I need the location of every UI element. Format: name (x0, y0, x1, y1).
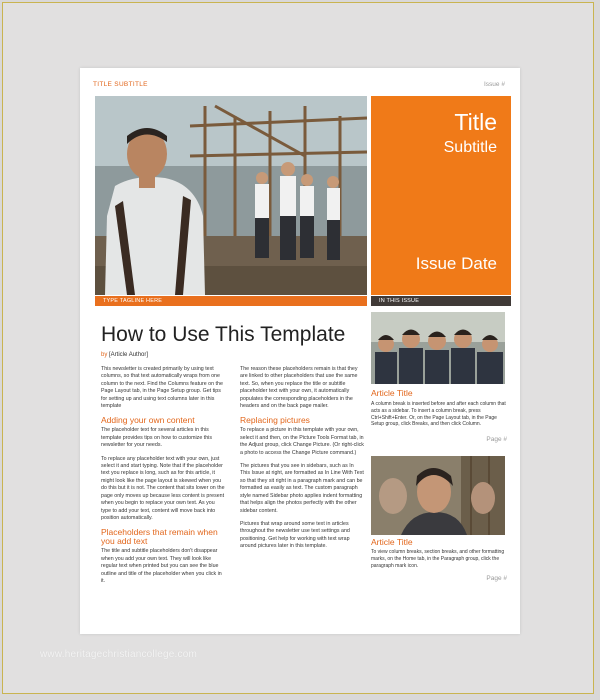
col1-heading-2: Placeholders that remain when you add text (101, 527, 218, 547)
sidebar-article-body-1: A column break is inserted before and after each column that acts as a sidebar. To insert a column break, press Ctrl+Shift+Enter. Or, on the Page Layout tab, in the Page Setup group, click Breaks, and then click Column. (371, 401, 506, 428)
article-title: How to Use This Template (101, 323, 346, 346)
masthead-title: Title (454, 109, 497, 135)
col1-heading-1: Adding your own content (101, 415, 195, 426)
masthead-panel (371, 96, 511, 295)
col2-paragraph-4: Pictures that wrap around some text in articles throughout the newsletter use text settings and positioning. Get help for working with text wrap around pictures later in this template. (240, 520, 350, 550)
in-this-issue-bar: IN THIS ISSUE (371, 296, 511, 306)
col2-paragraph-2: To replace a picture in this template with your own, select it and then, on the Picture Tools Format tab, in the Adjust group, click Change Picture. (Or right-click a photo to access the Change Picture command.) (240, 427, 364, 456)
article-column-1 (101, 366, 225, 591)
sidebar-page-number-1: Page # (486, 436, 507, 443)
col2-heading-1: Replacing pictures (240, 415, 310, 426)
sidebar-article-title-1: Article Title (371, 388, 413, 398)
sidebar-photo-portrait (371, 456, 505, 535)
sidebar-article-title-2: Article Title (371, 537, 413, 547)
hero-photo (95, 96, 367, 295)
byline-author: [Article Author] (109, 352, 149, 358)
col1-paragraph-4: The title and subtitle placeholders don't disappear when you add your own text. They will look like regular text when printed but you can see the blue outline and title of the placeholder when you click in it. (101, 548, 222, 584)
article-column-2 (240, 366, 364, 557)
col1-paragraph-3: To replace any placeholder text with your own, just select it and start typing. Note that if the placeholder text you replace is long, such as for this article, it might look like the page layout is skewed when you do this but it is not. The content that sits lower on the page only moves up because less content is present when you begin to replace your own text. As you type to add your text, content will move back into position automatically. (101, 455, 225, 521)
header-title-subtitle: TITLE SUBTITLE (93, 81, 148, 88)
hero-photo-construction-crew (95, 96, 367, 295)
sidebar-photo-group-people (371, 312, 505, 384)
col1-paragraph-2: The placeholder text for several articles in this template provides tips on how to customize this newsletter for your needs. (101, 427, 212, 449)
header-issue-number: Issue # (484, 81, 505, 88)
watermark: www.heritagechristiancollege.com (40, 649, 198, 660)
col1-paragraph-1: This newsletter is created primarily by using text columns, so that text automatically wraps from one column to the next. Find the Columns feature on the Page Layout tab, in the Page Setup group. Get tips for setting up and using text columns later in this template (101, 366, 223, 410)
col2-paragraph-3: The pictures that you see in sidebars, such as In This Issue at right, are formatted as In Line With Text so that they sit right in a paragraph mark and can be formatted as easily as text. The custom paragraph style named Sidebar photo applies indent formatting that helps align the photos perfectly with the other sidebar content. (240, 463, 364, 514)
byline-by: by (101, 352, 108, 358)
col2-paragraph-1: The reason these placeholders remain is that they are linked to other placeholders that use the same text. So, when you replace the title or subtitle placeholder text with your own, it automatically populates the corresponding placeholders in the headers and on the back page mailer. (240, 366, 358, 410)
sidebar-article-body-2: To view column breaks, section breaks, and other formatting marks, on the Home tab, in the Paragraph group, click the paragraph mark icon. (371, 549, 505, 569)
sidebar-photo-group (371, 312, 505, 384)
masthead-subtitle: Subtitle (443, 139, 497, 156)
sidebar-page-number-2: Page # (486, 575, 507, 582)
tagline-bar: TYPE TAGLINE HERE (95, 296, 367, 306)
sidebar-photo-man (371, 456, 505, 535)
masthead-issue-date: Issue Date (415, 254, 497, 273)
article-byline (101, 352, 148, 358)
newsletter-page (80, 68, 520, 634)
